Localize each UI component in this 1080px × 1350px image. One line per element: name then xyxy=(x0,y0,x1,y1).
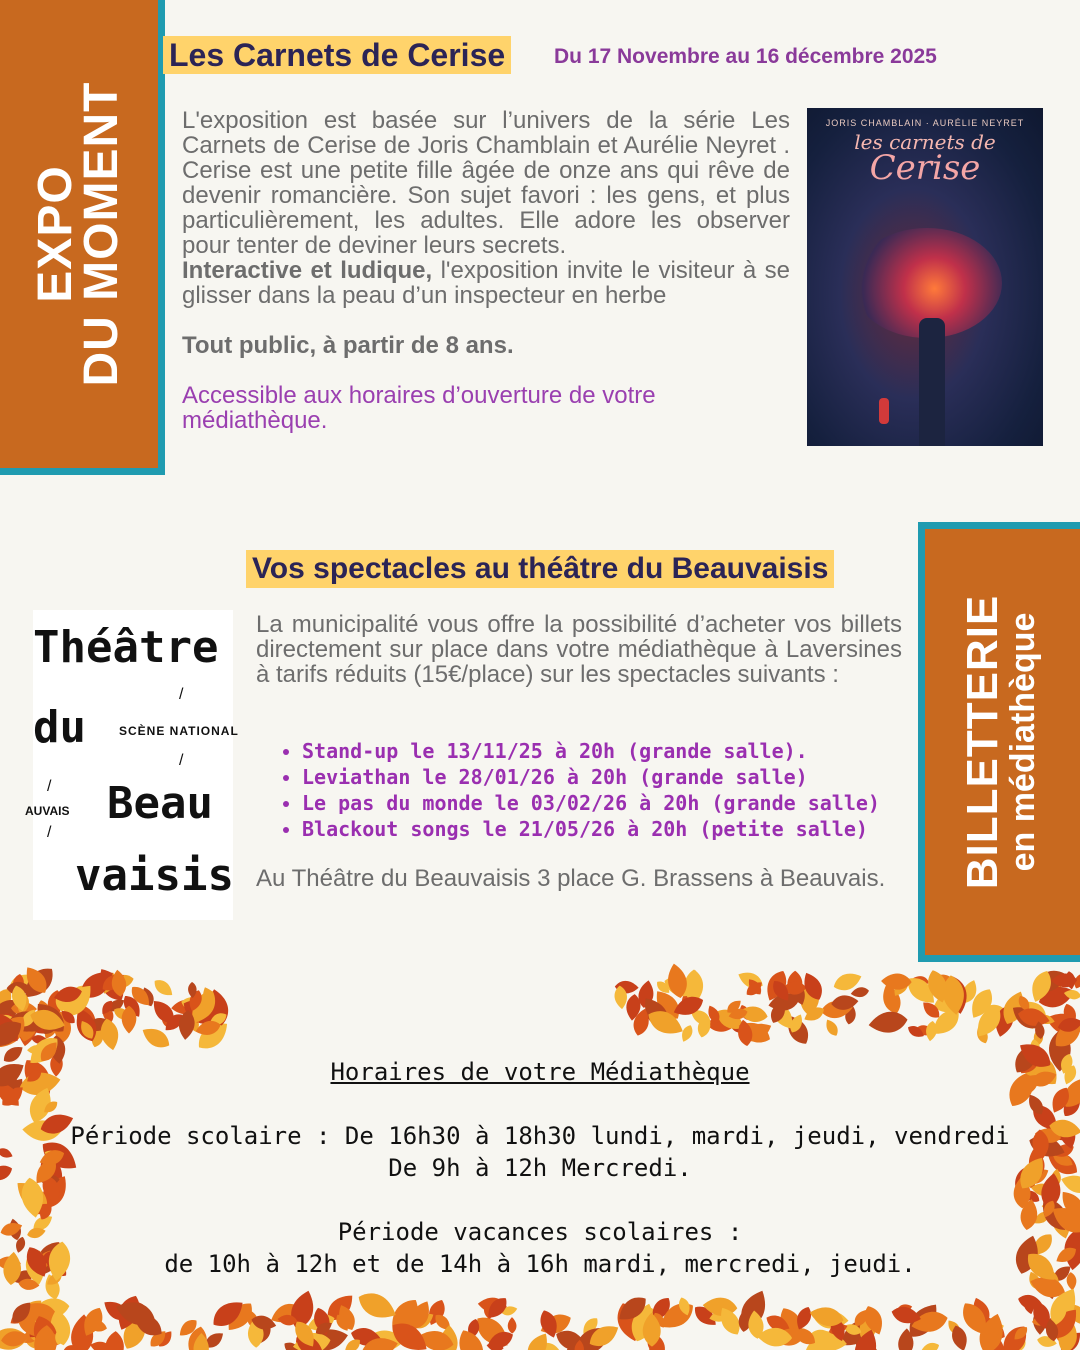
expo-audience: Tout public, à partir de 8 ans. xyxy=(182,332,514,359)
logo-slash: / xyxy=(179,686,184,703)
hours-title: Horaires de votre Médiathèque xyxy=(330,1058,750,1086)
leaf-decoration xyxy=(850,986,870,999)
logo-place: AUVAIS xyxy=(25,804,70,818)
hours-block xyxy=(0,1056,1080,1280)
theatre-intro: La municipalité vous offre la possibilité d’acheter vos billets directement sur place dans votre médiathèque à Laversines à tarifs réduits (15€/place) sur les spectacles suivants : xyxy=(256,611,902,688)
expo-dates: Du 17 Novembre au 16 décembre 2025 xyxy=(554,45,937,68)
expo-description: L'exposition est basée sur l’univers de la série Les Carnets de Cerise de Joris Chamblain et Aurélie Neyret . Cerise est une petite fille âgée de onze ans qui rêve de devenir romancière. Son sujet favori : les gens, et plus particulièrement, les adultes. Elle adore les observer pour tenter de deviner leurs secrets. xyxy=(182,107,790,259)
billetterie-label-line1: BILLETTERIE xyxy=(957,594,1007,890)
expo-description-block xyxy=(182,108,790,433)
show-list xyxy=(282,738,880,842)
logo-slash: / xyxy=(179,752,184,769)
leaf-decoration xyxy=(151,976,176,999)
expo-interactive xyxy=(182,258,790,308)
theatre-address: Au Théâtre du Beauvaisis 3 place G. Brassens à Beauvais. xyxy=(256,865,886,892)
billetterie-label-line2: en médiathèque xyxy=(1003,612,1042,872)
expo-interactive-bold: Interactive et ludique, xyxy=(182,257,433,284)
leaf-decoration xyxy=(508,1317,517,1334)
logo-slash: / xyxy=(47,824,52,841)
cover-trunk-illustration xyxy=(919,318,945,446)
expo-interactive-text: l'exposition invite le visiteur à se glisser dans la peau d’un inspecteur en herbe xyxy=(182,257,790,309)
hours-holiday-line2: de 10h à 12h et de 14h à 16h mardi, mercredi, jeudi. xyxy=(164,1250,916,1278)
logo-tagline: SCÈNE NATIONAL xyxy=(119,724,239,738)
show-item: • Le pas du monde le 03/02/26 à 20h (grande salle) xyxy=(302,790,880,816)
leaf-decoration xyxy=(919,1340,941,1350)
hours-school-line2: De 9h à 12h Mercredi. xyxy=(388,1154,692,1182)
hours-holiday-line1: Période vacances scolaires : xyxy=(337,1218,743,1246)
expo-title: Les Carnets de Cerise xyxy=(163,36,511,74)
cover-title-main: Cerise xyxy=(869,148,981,188)
billetterie-side-panel xyxy=(918,522,1080,962)
expo-side-label xyxy=(29,81,128,387)
leaf-decoration xyxy=(823,1017,841,1038)
hours-school-line1: Période scolaire : De 16h30 à 18h30 lundi, mardi, jeudi, vendredi xyxy=(70,1122,1010,1150)
logo-word-theatre: Théâtre xyxy=(33,622,219,673)
book-cover-image xyxy=(807,108,1043,446)
cover-authors: JORIS CHAMBLAIN · AURÉLIE NEYRET xyxy=(825,118,1025,128)
expo-access: Accessible aux horaires d’ouverture de votre médiathèque. xyxy=(182,382,656,434)
show-item: • Leviathan le 28/01/26 à 20h (grande salle) xyxy=(302,764,880,790)
leaf-decoration xyxy=(679,1023,695,1043)
leaf-decoration xyxy=(867,1009,909,1035)
logo-word-vaisis: vaisis xyxy=(75,850,234,901)
logo-word-beau: Beau xyxy=(107,778,213,829)
theatre-logo xyxy=(25,610,239,920)
expo-label-line1: EXPO xyxy=(29,165,82,303)
expo-side-panel xyxy=(0,0,165,475)
expo-label-line2: DU MOMENT xyxy=(75,81,128,387)
cover-title-top: les carnets de xyxy=(854,130,996,154)
theatre-section-title: Vos spectacles au théâtre du Beauvaisis xyxy=(246,550,834,588)
show-item: • Stand-up le 13/11/25 à 20h (grande salle). xyxy=(302,738,880,764)
cover-girl-illustration xyxy=(879,398,889,424)
logo-slash: / xyxy=(47,778,52,795)
show-item: • Blackout songs le 21/05/26 à 20h (petite salle) xyxy=(302,816,880,842)
billetterie-side-label xyxy=(957,594,1043,890)
logo-word-du: du xyxy=(33,702,86,753)
